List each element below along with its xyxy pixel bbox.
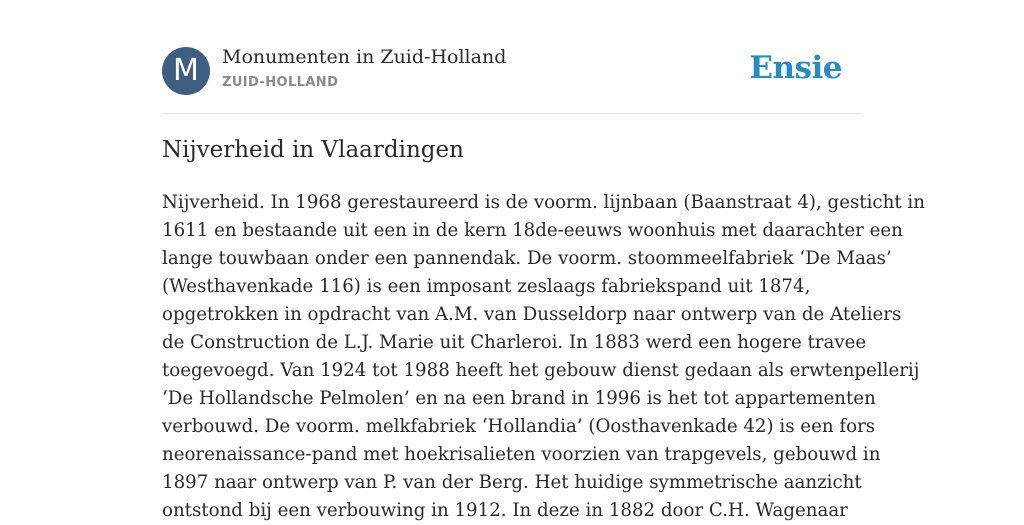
article-body <box>162 189 925 525</box>
collection-subtitle[interactable]: ZUID-HOLLAND <box>222 75 339 90</box>
article-body-line: lange touwbaan onder een pannendak. De voorm. stoommeelfabriek ‘De Maas’ <box>162 248 892 269</box>
article-body-line: ontstond bij een verbouwing in 1912. In deze in 1882 door C.H. Wagenaar <box>162 500 848 521</box>
article-body-line: neorenaissance-pand met hoekrisalieten voorzien van trapgevels, gebouwd in <box>162 444 881 465</box>
article-body-line: ‘De Hollandsche Pelmolen’ en na een brand in 1996 is het tot appartementen <box>162 388 876 409</box>
collection-avatar[interactable]: M <box>162 47 210 95</box>
article-body-line: 1897 naar ontwerp van P. van der Berg. Het huidige symmetrische aanzicht <box>162 472 862 493</box>
article-body-line: 1611 en bestaande uit een in de kern 18de-eeuws woonhuis met daarachter een <box>162 220 903 241</box>
article-title: Nijverheid in Vlaardingen <box>162 137 464 163</box>
article-body-line: de Construction de L.J. Marie uit Charleroi. In 1883 werd een hogere travee <box>162 332 867 353</box>
article-body-line: opgetrokken in opdracht van A.M. van Dusseldorp naar ontwerp van de Ateliers <box>162 304 902 325</box>
article-body-line: (Westhavenkade 116) is een imposant zeslaags fabriekspand uit 1874, <box>162 276 811 297</box>
collection-title[interactable]: Monumenten in Zuid-Holland <box>222 46 507 68</box>
header-divider <box>162 113 862 114</box>
article-body-line: toegevoegd. Van 1924 tot 1988 heeft het gebouw dienst gedaan als erwtenpellerij <box>162 360 920 381</box>
brand-logo[interactable]: Ensie <box>749 50 842 86</box>
article-body-line: Nijverheid. In 1968 gerestaureerd is de voorm. lijnbaan (Baanstraat 4), gesticht in <box>162 192 925 213</box>
article-body-line: verbouwd. De voorm. melkfabriek ‘Hollandia’ (Oosthavenkade 42) is een fors <box>162 416 876 437</box>
collection-header <box>162 46 862 96</box>
